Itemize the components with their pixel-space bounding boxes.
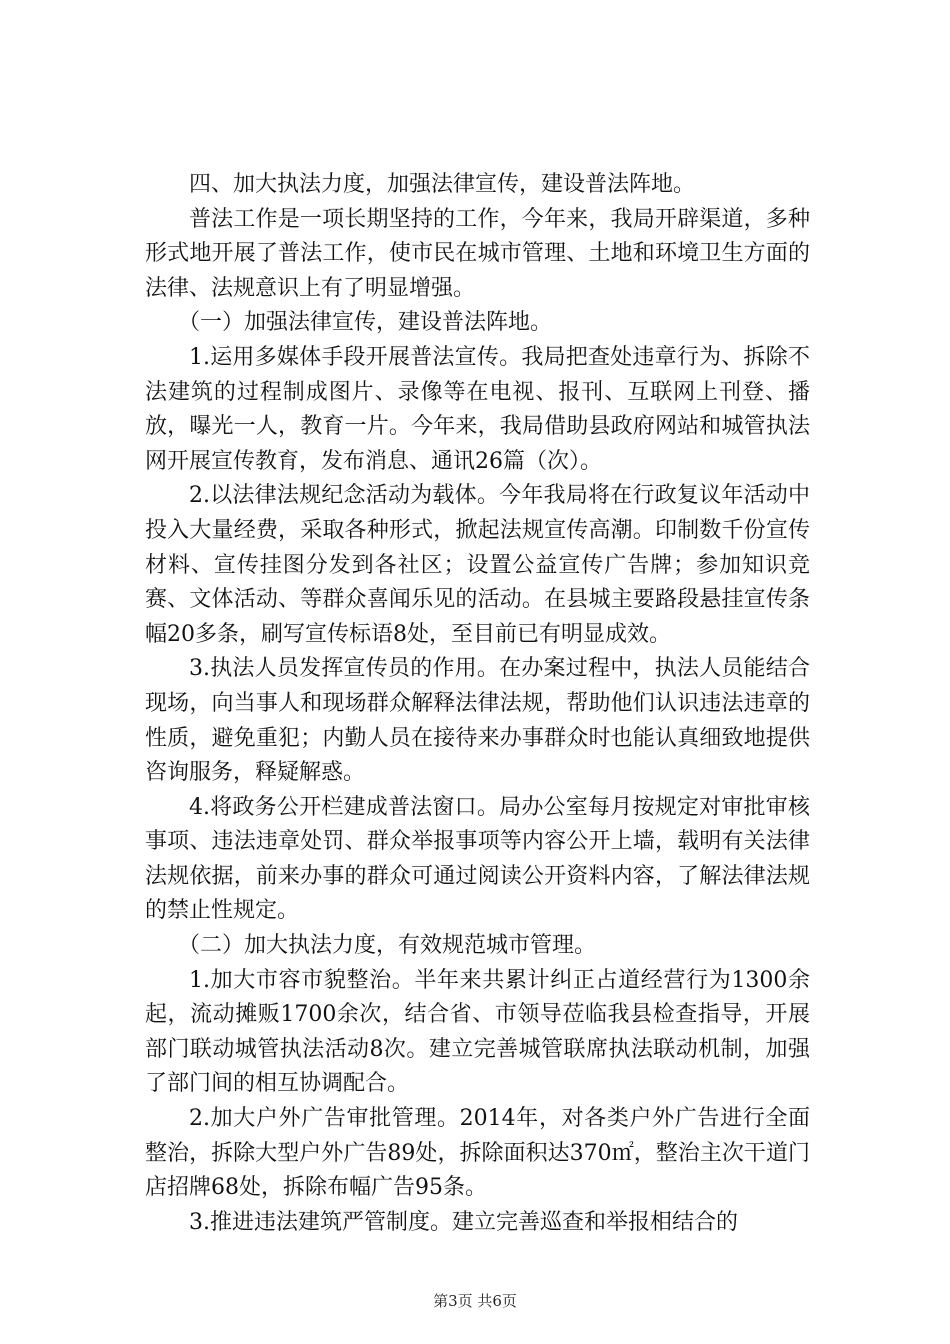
item-paragraph-1-2: 2.以法律法规纪念活动为载体。今年我局将在行政复议年活动中投入大量经费，采取各种形式，掀起法规宣传高潮。印制数千份宣传材料、宣传挂图分发到各社区；设置公益宣传广告牌；参加知识竞赛、文体活动、等群众喜闻乐见的活动。在县城主要路段悬挂宣传条幅20多条，刷写宣传标语8处，至目前已有明显成效。 [145, 483, 810, 647]
item-paragraph-2-1: 1.加大市容市貌整治。半年来共累计纠正占道经营行为1300余起，流动摊贩1700余次，结合省、市领导莅临我县检查指导，开展部门联动城管执法活动8次。建立完善城管联席执法联动机制，加强了部门间的相互协调配合。 [145, 967, 810, 1097]
item-paragraph-1-1: 1.运用多媒体手段开展普法宣传。我局把查处违章行为、拆除不法建筑的过程制成图片、录像等在电视、报刊、互联网上刊登、播放，曝光一人，教育一片。今年来，我局借助县政府网站和城管执法网开展宣传教育，发布消息、通讯26篇（次）。 [145, 344, 810, 474]
page-number-footer: 第3页 共6页 [433, 1292, 517, 1310]
subsection-heading-2: （二）加大执法力度，有效规范城市管理。 [178, 933, 597, 959]
item-paragraph-2-3: 3.推进违法建筑严管制度。建立完善巡查和举报相结合的 [189, 1209, 738, 1235]
item-paragraph-1-4: 4.将政务公开栏建成普法窗口。局办公室每月按规定对审批审核事项、违法违章处罚、群众举报事项等内容公开上墙，载明有关法律法规依据，前来办事的群众可通过阅读公开资料内容，了解法律法规的禁止性规定。 [145, 794, 810, 924]
section-heading-4: 四、加大执法力度，加强法律宣传，建设普法阵地。 [189, 172, 696, 197]
document-body [145, 168, 810, 1240]
intro-paragraph: 普法工作是一项长期坚持的工作，今年来，我局开辟渠道，多种形式地开展了普法工作，使市民在城市管理、土地和环境卫生方面的法律、法规意识上有了明显增强。 [145, 206, 810, 301]
item-paragraph-1-3: 3.执法人员发挥宣传员的作用。在办案过程中，执法人员能结合现场，向当事人和现场群众解释法律法规，帮助他们认识违法违章的性质，避免重犯；内勤人员在接待来办事群众时也能认真细致地提供咨询服务，释疑解惑。 [145, 656, 810, 786]
subsection-heading-1: （一）加强法律宣传，建设普法阵地。 [178, 310, 553, 336]
item-paragraph-2-2: 2.加大户外广告审批管理。2014年，对各类户外广告进行全面整治，拆除大型户外广告89处，拆除面积达370㎡，整治主次干道门店招牌68处，拆除布幅广告95条。 [145, 1106, 810, 1201]
